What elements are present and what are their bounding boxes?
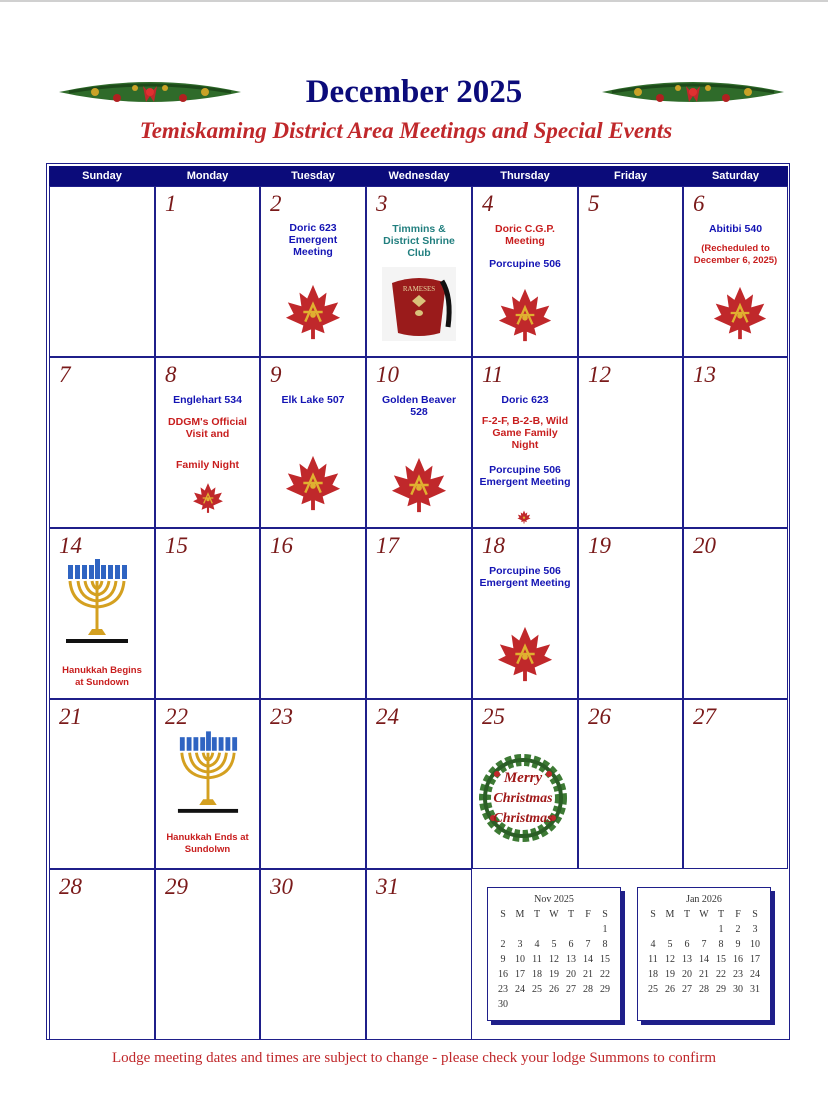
mini-calendar-day: 14 — [583, 954, 593, 965]
day-number: 21 — [59, 704, 82, 729]
mini-calendar-day: 13 — [566, 954, 576, 965]
mini-calendar-day: 3 — [752, 924, 758, 935]
mini-calendar-day: 15 — [600, 954, 610, 965]
weekday-header-friday: Friday — [578, 166, 683, 186]
weekday-header-wednesday: Wednesday — [366, 166, 472, 186]
mini-calendar-title: Nov 2025 — [534, 894, 574, 905]
mini-calendar-day: 30 — [498, 999, 508, 1010]
menorah-icon — [176, 730, 240, 820]
mini-calendar-day: 16 — [498, 969, 508, 980]
mini-calendar-day: 9 — [500, 954, 506, 965]
day-cell-20[interactable] — [683, 528, 788, 699]
svg-text:Christmas: Christmas — [493, 811, 553, 826]
day-number: 25 — [482, 704, 505, 729]
day-cell-18[interactable] — [472, 528, 578, 699]
mini-calendar-day: S — [752, 909, 758, 920]
mini-calendar-day — [679, 922, 696, 937]
shriner-fez-icon — [382, 267, 456, 341]
event-hanukkah-ends: Hanukkah Ends at Sundolwn — [166, 832, 249, 855]
day-number: 6 — [693, 191, 705, 216]
mini-calendar-day: 4 — [534, 939, 540, 950]
mini-calendar-day: 22 — [716, 969, 726, 980]
mini-calendar-day: 28 — [699, 984, 709, 995]
mini-calendar-day — [546, 922, 563, 937]
mini-calendar-day: 2 — [735, 924, 741, 935]
mini-calendar-day: 21 — [583, 969, 593, 980]
mini-calendar-day: 9 — [735, 939, 741, 950]
mini-calendar-day: 5 — [551, 939, 557, 950]
mini-calendar-grid — [645, 907, 764, 997]
day-cell-8[interactable] — [155, 357, 260, 528]
mini-calendar-day: 18 — [532, 969, 542, 980]
day-cell-7[interactable] — [49, 357, 155, 528]
day-number: 22 — [165, 704, 188, 729]
mini-calendar-day: 25 — [532, 984, 542, 995]
mini-calendar-day — [546, 997, 563, 1012]
event-porcupine-506: Porcupine 506 — [489, 258, 561, 270]
day-cell-15[interactable] — [155, 528, 260, 699]
mini-calendar-day: 8 — [718, 939, 724, 950]
event-porcupine-506-emergent: Porcupine 506 Emergent Meeting — [479, 464, 571, 488]
mini-calendar-day: M — [665, 909, 675, 920]
mini-calendar-day: 6 — [568, 939, 574, 950]
mini-calendar-day: 29 — [716, 984, 726, 995]
mini-calendar-day: S — [650, 909, 656, 920]
svg-text:Christmas: Christmas — [493, 791, 553, 806]
mini-calendar-day: 17 — [750, 954, 760, 965]
mini-calendar-day: 27 — [566, 984, 576, 995]
mini-calendar-day: T — [533, 909, 541, 920]
day-cell-19[interactable] — [578, 528, 683, 699]
mini-calendar-day: 6 — [684, 939, 690, 950]
mini-calendar-day: 7 — [701, 939, 707, 950]
day-cell-27[interactable] — [683, 699, 788, 869]
event-doric-623: Doric 623 — [501, 394, 549, 406]
mini-calendar-day: 10 — [750, 939, 760, 950]
mini-calendar-previous-month — [487, 887, 621, 1021]
masonic-maple-leaf-icon — [516, 510, 532, 524]
day-number: 23 — [270, 704, 293, 729]
mini-calendar-day — [645, 922, 662, 937]
mini-calendar-day: W — [549, 909, 559, 920]
weekday-header-saturday: Saturday — [683, 166, 788, 186]
mini-calendar-day — [580, 997, 597, 1012]
mini-calendar-day: 25 — [648, 984, 658, 995]
masonic-maple-leaf-icon — [389, 456, 449, 514]
mini-calendar-day: F — [585, 909, 591, 920]
weekday-header-tuesday: Tuesday — [260, 166, 366, 186]
mini-calendar-day: M — [515, 909, 525, 920]
mini-calendar-day: S — [602, 909, 608, 920]
day-number: 4 — [482, 191, 494, 216]
mini-calendar-day: 28 — [583, 984, 593, 995]
mini-calendar-day — [529, 922, 546, 937]
day-number: 9 — [270, 362, 282, 387]
mini-calendar-day: 24 — [515, 984, 525, 995]
day-number: 14 — [59, 533, 82, 558]
mini-calendar-title: Jan 2026 — [686, 894, 722, 905]
event-elk-lake-507: Elk Lake 507 — [281, 394, 345, 406]
mini-calendar-grid — [495, 907, 614, 1012]
day-number: 31 — [376, 874, 399, 899]
mini-calendar-day: 10 — [515, 954, 525, 965]
mini-calendar-day — [563, 997, 580, 1012]
mini-calendar-day: 7 — [585, 939, 591, 950]
mini-calendar-day: T — [717, 909, 725, 920]
day-number: 15 — [165, 533, 188, 558]
day-number: 11 — [482, 362, 504, 387]
day-number: 16 — [270, 533, 293, 558]
day-number: 29 — [165, 874, 188, 899]
masonic-maple-leaf-icon — [283, 283, 343, 341]
day-number: 24 — [376, 704, 399, 729]
mini-calendar-day: 1 — [602, 924, 608, 935]
top-divider — [0, 0, 828, 2]
masonic-maple-leaf-icon — [191, 482, 225, 514]
mini-calendar-day: 21 — [699, 969, 709, 980]
mini-calendar-day: 5 — [667, 939, 673, 950]
mini-calendar-day: 1 — [718, 924, 724, 935]
mini-calendar-day: 11 — [532, 954, 542, 965]
masonic-maple-leaf-icon — [283, 454, 343, 512]
mini-calendar-day: 14 — [699, 954, 709, 965]
mini-calendar-day: 19 — [549, 969, 559, 980]
mini-calendar-next-month — [637, 887, 771, 1021]
mini-calendar-day — [495, 922, 512, 937]
day-cell-2[interactable] — [260, 186, 366, 357]
event-ddgm-visit: DDGM's Official Visit and — [168, 416, 247, 440]
day-cell-23[interactable] — [260, 699, 366, 869]
day-number: 26 — [588, 704, 611, 729]
day-number: 18 — [482, 533, 505, 558]
day-cell-11[interactable] — [472, 357, 578, 528]
mini-calendar-day: 11 — [648, 954, 658, 965]
day-cell-26[interactable] — [578, 699, 683, 869]
day-number: 10 — [376, 362, 399, 387]
page-subtitle: Temiskaming District Area Meetings and Special Events — [139, 118, 673, 143]
mini-calendar-day: 13 — [682, 954, 692, 965]
mini-calendar-day: 17 — [515, 969, 525, 980]
day-cell-13[interactable] — [683, 357, 788, 528]
event-doric-cgp: Doric C.G.P. Meeting — [495, 223, 555, 247]
day-number: 20 — [693, 533, 716, 558]
day-number: 7 — [59, 362, 71, 387]
mini-calendar-day — [662, 922, 679, 937]
mini-calendar-day: 30 — [733, 984, 743, 995]
day-number: 8 — [165, 362, 177, 387]
day-cell-14[interactable] — [49, 528, 155, 699]
day-cell-28[interactable] — [49, 869, 155, 1040]
day-cell-17[interactable] — [366, 528, 472, 699]
mini-calendar-day: S — [500, 909, 506, 920]
masonic-maple-leaf-icon — [495, 287, 555, 343]
masonic-maple-leaf-icon — [495, 625, 555, 683]
event-englehart-534: Englehart 534 — [173, 394, 242, 406]
day-cell-12[interactable] — [578, 357, 683, 528]
event-wild-game-night: F-2-F, B-2-B, Wild Game Family Night — [481, 415, 569, 451]
mini-calendar-day — [563, 922, 580, 937]
mini-calendar-day: 29 — [600, 984, 610, 995]
mini-calendar-day — [580, 922, 597, 937]
weekday-header-thursday: Thursday — [472, 166, 578, 186]
mini-calendar-day: 24 — [750, 969, 760, 980]
day-cell-5[interactable] — [578, 186, 683, 357]
event-porcupine-506-emergent: Porcupine 506 Emergent Meeting — [479, 565, 571, 589]
day-cell-31[interactable] — [366, 869, 472, 1040]
mini-calendar-day: T — [567, 909, 575, 920]
mini-calendar-day: 19 — [665, 969, 675, 980]
mini-calendar-day: 26 — [549, 984, 559, 995]
event-rescheduled-note: (Recheduled to December 6, 2025) — [693, 243, 778, 266]
event-hanukkah-begins: Hanukkah Begins at Sundown — [62, 665, 142, 688]
day-number: 1 — [165, 191, 177, 216]
day-number: 5 — [588, 191, 600, 216]
day-cell-25[interactable] — [472, 699, 578, 869]
event-family-night: Family Night — [175, 459, 239, 471]
event-golden-beaver-528: Golden Beaver 528 — [381, 394, 457, 418]
footer-disclaimer: Lodge meeting dates and times are subject to change - please check your lodge Summons to confirm — [112, 1050, 716, 1066]
mini-calendar-day: 18 — [648, 969, 658, 980]
day-cell-6[interactable] — [683, 186, 788, 357]
day-number: 3 — [376, 191, 388, 216]
day-number: 13 — [693, 362, 716, 387]
event-shrine-club: Timmins & District Shrine Club — [383, 223, 455, 259]
day-number: 17 — [376, 533, 399, 558]
mini-calendar-day: 20 — [682, 969, 692, 980]
merry-christmas-wreath-icon — [477, 752, 569, 844]
mini-calendar-day: 16 — [733, 954, 743, 965]
event-abitibi-540: Abitibi 540 — [708, 223, 763, 235]
menorah-icon — [64, 559, 130, 649]
day-number: 12 — [588, 362, 611, 387]
mini-calendar-day — [696, 922, 713, 937]
mini-calendar-day: 2 — [500, 939, 506, 950]
weekday-header-sunday: Sunday — [49, 166, 155, 186]
mini-calendar-day: 20 — [566, 969, 576, 980]
mini-calendar-day: 22 — [600, 969, 610, 980]
day-cell-4[interactable] — [472, 186, 578, 357]
mini-calendar-day: 8 — [602, 939, 608, 950]
day-cell-30[interactable] — [260, 869, 366, 1040]
mini-calendar-day: 12 — [665, 954, 675, 965]
day-cell-empty — [49, 186, 155, 357]
mini-calendar-day: 26 — [665, 984, 675, 995]
day-number: 19 — [588, 533, 611, 558]
day-cell-3[interactable] — [366, 186, 472, 357]
mini-calendar-day: 12 — [549, 954, 559, 965]
day-cell-10[interactable] — [366, 357, 472, 528]
mini-calendar-day: T — [683, 909, 691, 920]
mini-calendar-day — [597, 997, 614, 1012]
weekday-header-monday: Monday — [155, 166, 260, 186]
page-title: December 2025 — [305, 74, 523, 110]
day-number: 30 — [270, 874, 293, 899]
day-cell-21[interactable] — [49, 699, 155, 869]
mini-calendar-day — [512, 922, 529, 937]
mini-calendar-day: 3 — [517, 939, 523, 950]
mini-calendar-day — [512, 997, 529, 1012]
mini-calendar-day: 23 — [733, 969, 743, 980]
mini-calendar-day: 31 — [750, 984, 760, 995]
mini-calendar-day: 23 — [498, 984, 508, 995]
day-cell-29[interactable] — [155, 869, 260, 1040]
day-cell-16[interactable] — [260, 528, 366, 699]
day-cell-9[interactable] — [260, 357, 366, 528]
event-doric-623: Doric 623 Emergent Meeting — [288, 222, 338, 258]
mini-calendar-day: W — [699, 909, 709, 920]
day-number: 2 — [270, 191, 282, 216]
masonic-maple-leaf-icon — [710, 285, 770, 341]
day-cell-1[interactable] — [155, 186, 260, 357]
mini-calendar-day: 27 — [682, 984, 692, 995]
day-cell-24[interactable] — [366, 699, 472, 869]
mini-calendar-day: 4 — [650, 939, 656, 950]
mini-calendar-day: 15 — [716, 954, 726, 965]
day-number: 28 — [59, 874, 82, 899]
mini-calendar-day — [529, 997, 546, 1012]
fez-inscription: RAMESES — [402, 285, 436, 293]
svg-text:Merry: Merry — [503, 770, 543, 786]
day-number: 27 — [693, 704, 716, 729]
day-cell-22[interactable] — [155, 699, 260, 869]
mini-calendar-day: F — [735, 909, 741, 920]
